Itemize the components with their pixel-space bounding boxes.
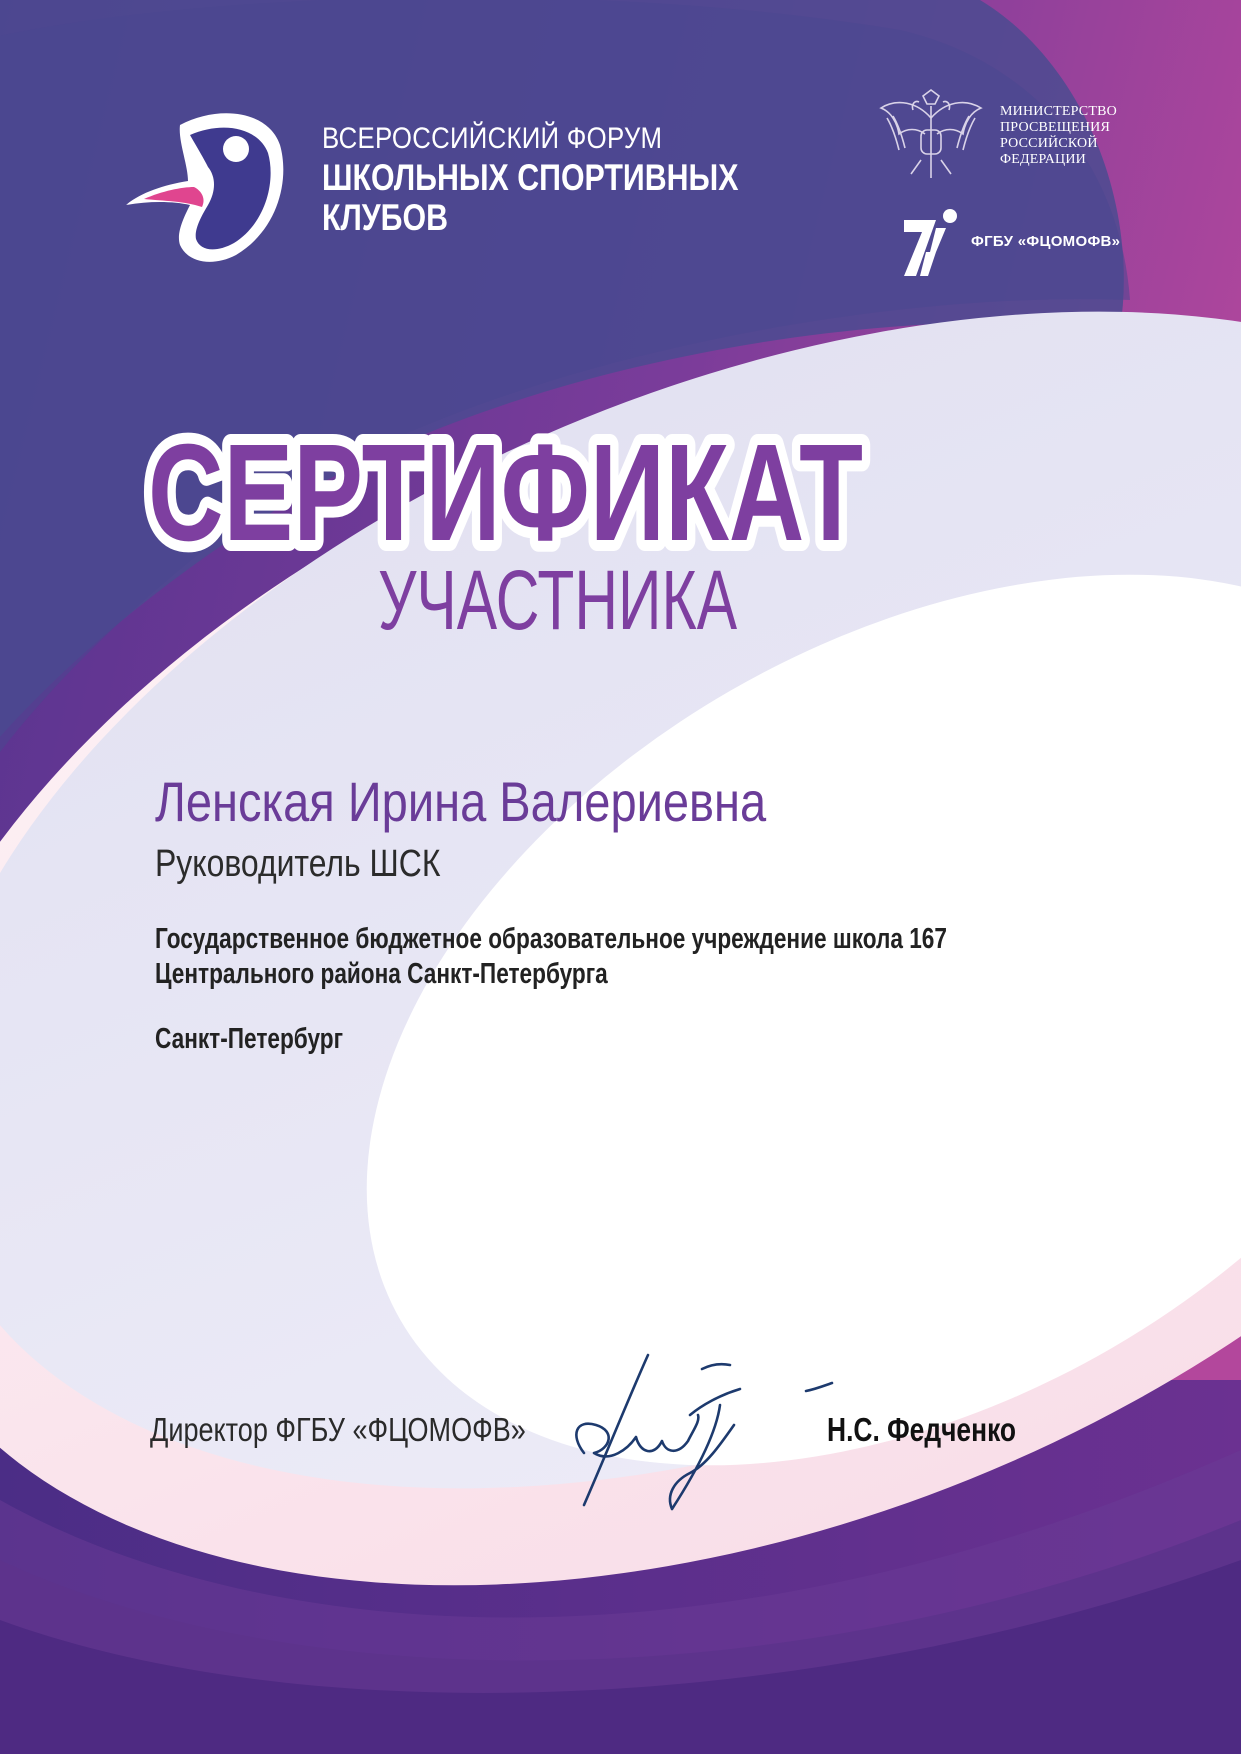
forum-title-line3: КЛУБОВ: [322, 197, 448, 238]
certificate-title: [140, 416, 880, 570]
double-headed-eagle-emblem-icon: [877, 88, 985, 180]
recipient-city: Санкт-Петербург: [155, 1023, 344, 1055]
ministry-line1: МИНИСТЕРСТВО: [1000, 104, 1117, 119]
recipient-organization: [155, 922, 947, 992]
certificate-title-text: СЕРТИФИКАТ: [148, 416, 863, 570]
certificate-subtitle: УЧАСТНИКА: [378, 553, 738, 647]
organization-line1: Государственное бюджетное образовательное учреждение школа 167: [155, 923, 947, 955]
handwritten-signature: [570, 1345, 840, 1515]
fgbu-seven-runner-logo-icon: [902, 208, 960, 278]
organization-line2: Центрального района Санкт-Петербурга: [155, 958, 608, 990]
forum-title-line2: ШКОЛЬНЫХ СПОРТИВНЫХ: [322, 157, 739, 198]
ministry-name: [1000, 104, 1117, 168]
recipient-position: Руководитель ШСК: [155, 843, 441, 885]
recipient-name: Ленская Ирина Валериевна: [155, 770, 767, 833]
fgbu-label: ФГБУ «ФЦОМОФВ»: [971, 233, 1121, 250]
ministry-line4: ФЕДЕРАЦИИ: [1000, 152, 1086, 167]
signatory-name: Н.С. Федченко: [827, 1411, 1017, 1448]
forum-title: [322, 124, 830, 236]
signatory-title: Директор ФГБУ «ФЦОМОФВ»: [150, 1411, 526, 1448]
ministry-line3: РОССИЙСКОЙ: [1000, 136, 1098, 151]
forum-runner-logo-icon: [118, 105, 298, 265]
ministry-line2: ПРОСВЕЩЕНИЯ: [1000, 120, 1111, 135]
forum-title-line1: ВСЕРОССИЙСКИЙ ФОРУМ: [322, 122, 663, 155]
